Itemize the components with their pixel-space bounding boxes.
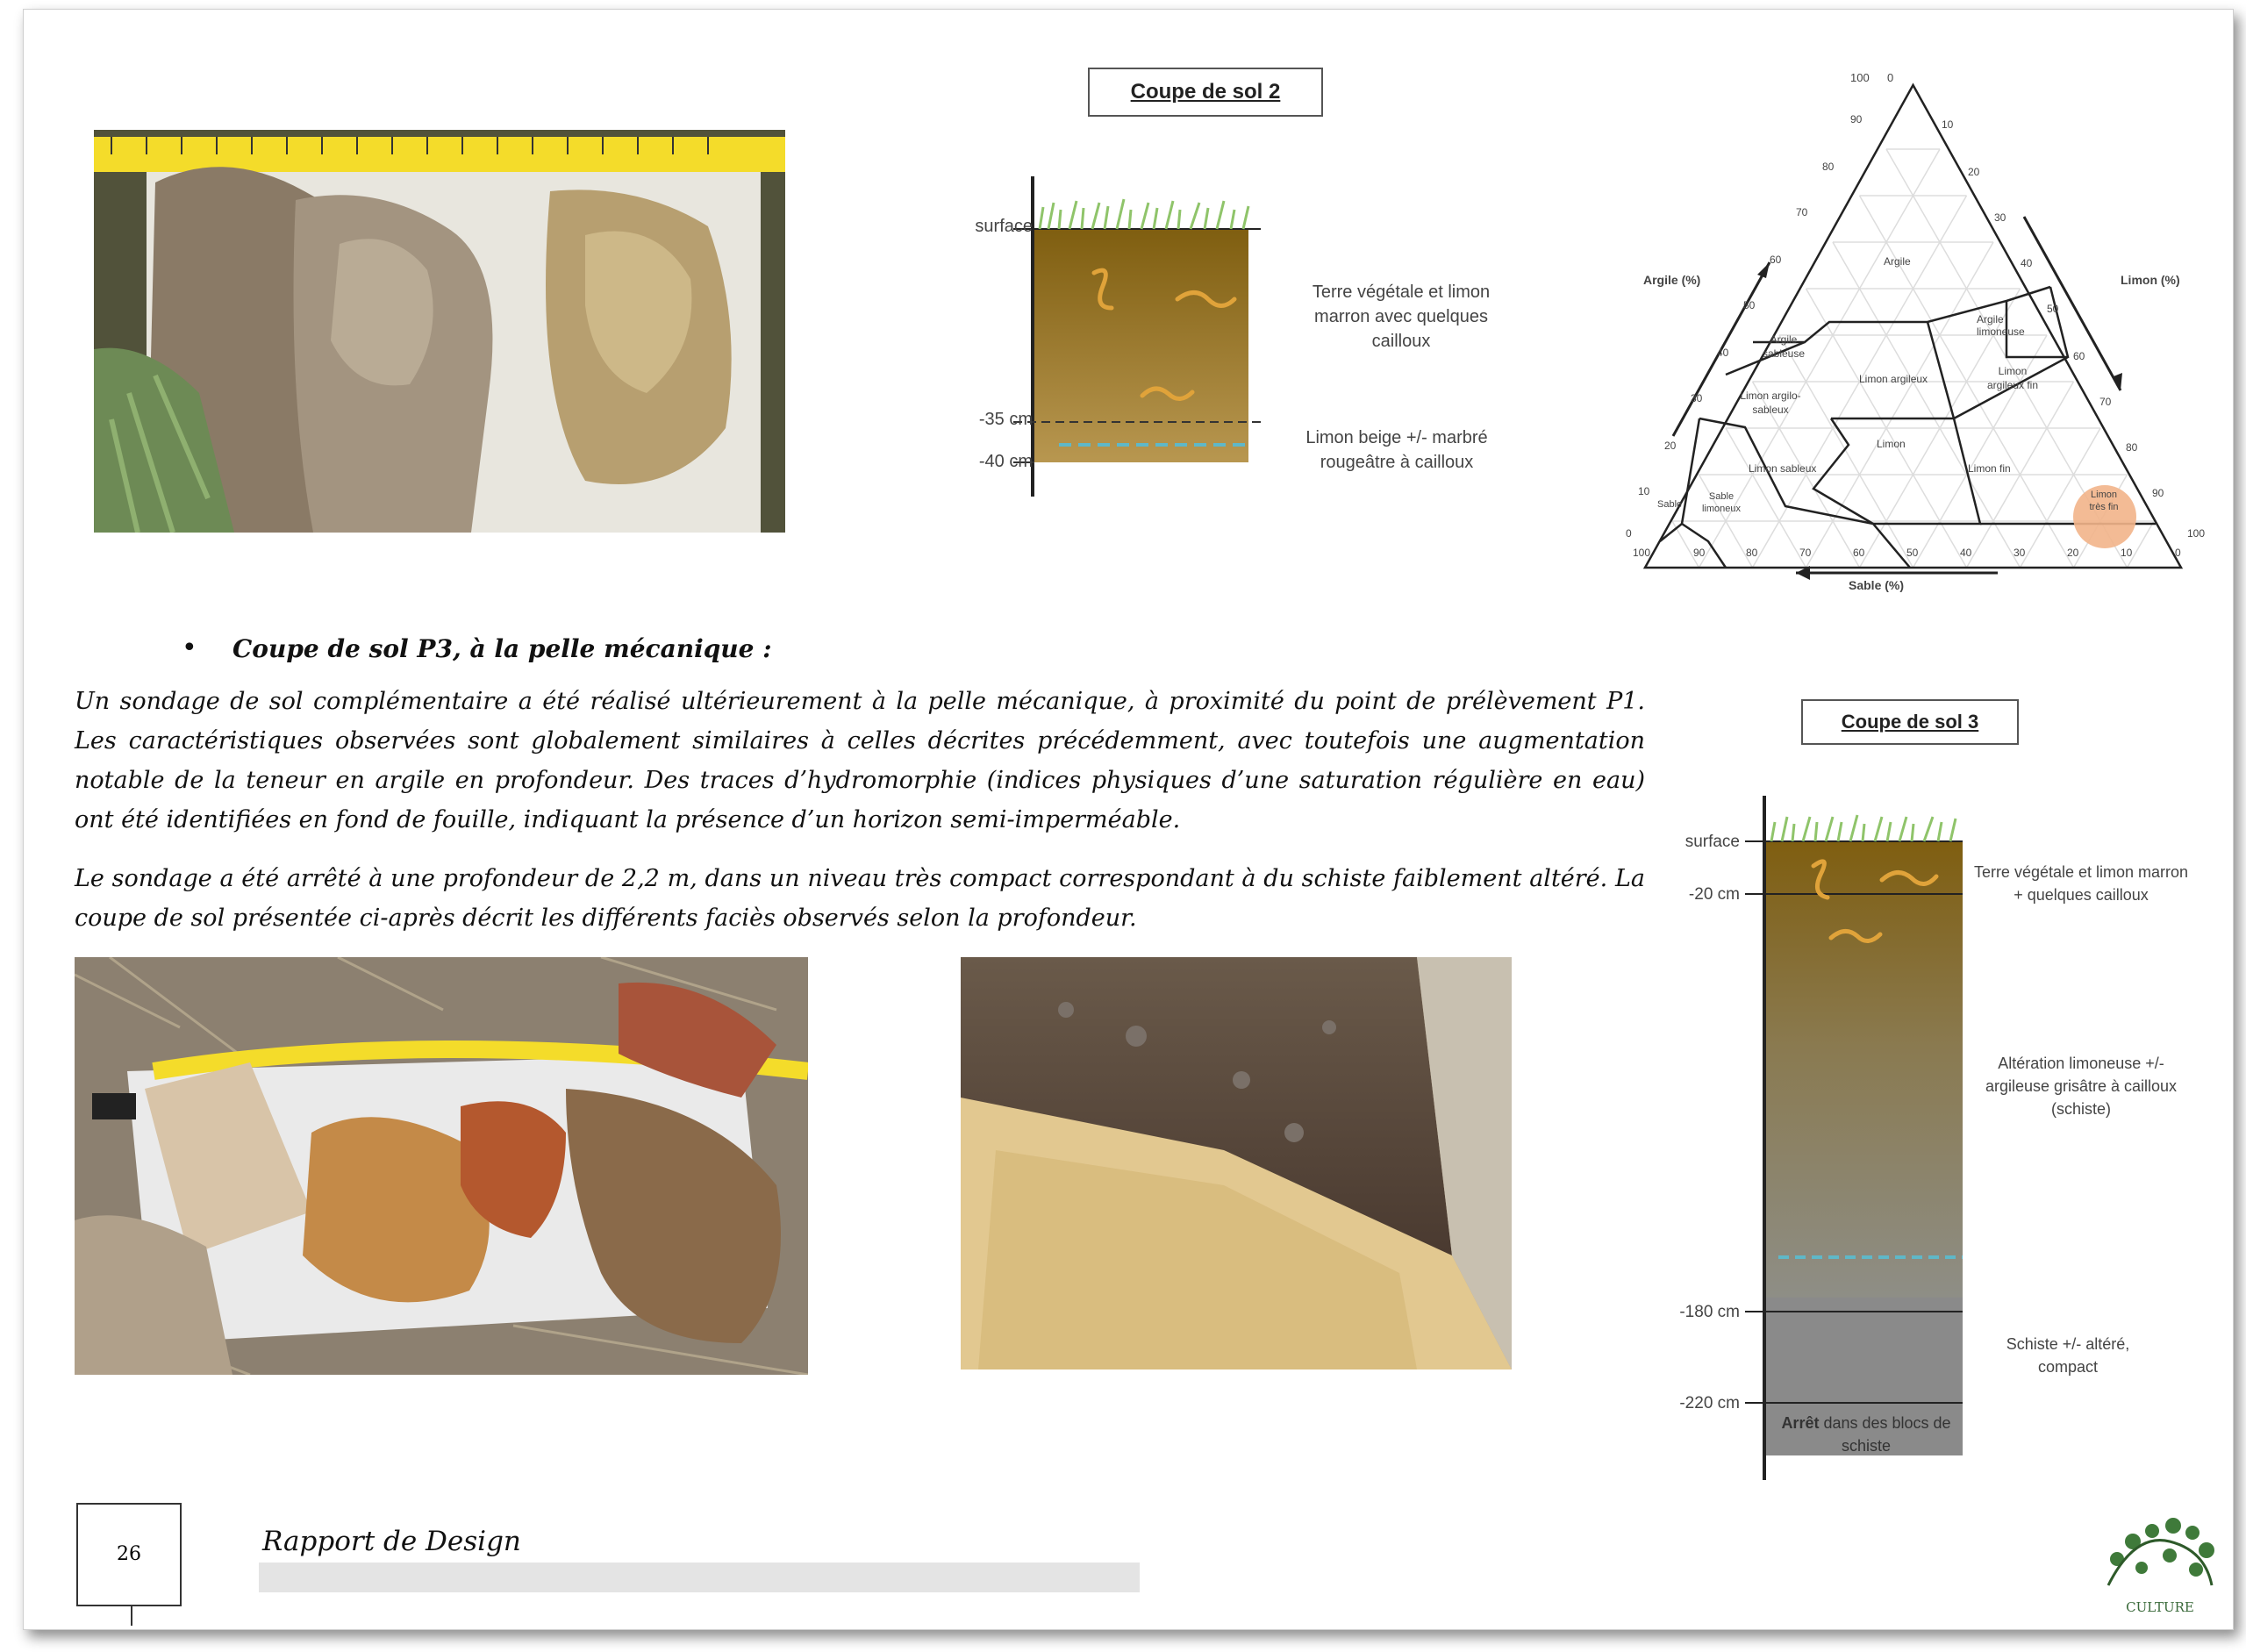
label-depth-40: -40 cm — [978, 452, 1033, 471]
label-depth-35: -35 cm — [978, 410, 1033, 429]
soil-photo-2 — [75, 957, 808, 1375]
triangle-axis-argile: Argile (%) — [1643, 273, 1701, 287]
bottom-tick: 0 — [2175, 547, 2181, 559]
paragraph-2: Le sondage a été arrêté à une profondeur de 2,2 m, dans un niveau très compact correspondant à du schiste faiblement altéré. La coupe de sol présentée ci-après décrit les différents faciès observés selon la profondeur. — [75, 865, 1645, 932]
triangle-axis-sable: Sable (%) — [1849, 578, 1905, 592]
left-tick: 30 — [1691, 392, 1703, 404]
label-depth-20: -20 cm — [1688, 885, 1740, 904]
bottom-tick: 40 — [1960, 547, 1972, 559]
soil-photo-3 — [961, 957, 1512, 1370]
zone-label: Limon fin — [1968, 462, 2011, 475]
report-title: Rapport de Design — [262, 1526, 521, 1557]
stop-description — [1778, 1412, 1954, 1457]
bottom-tick: 20 — [2067, 547, 2079, 559]
section-heading-p3: Coupe de sol P3, à la pelle mécanique : — [232, 634, 772, 663]
right-tick: 80 — [2126, 441, 2138, 454]
horizon-2-2-description: Limon beige +/- marbré rougeâtre à cailloux — [1305, 428, 1488, 472]
left-tick: 60 — [1770, 254, 1782, 266]
right-tick: 20 — [1968, 166, 1980, 178]
stop-bold-word: Arrêt — [1781, 1414, 1820, 1432]
horizon-3-3-description: Schiste +/- altéré, compact — [2006, 1335, 2130, 1376]
culture-logo — [2099, 1506, 2222, 1612]
bottom-tick: 100 — [1633, 547, 1651, 559]
horizon-3-2-description: Altération limoneuse +/- argileuse grisâtre à cailloux (schiste) — [1985, 1055, 2178, 1118]
stop-rest-text: dans des blocs de schiste — [1819, 1414, 1951, 1455]
paragraph-1: Un sondage de sol complémentaire a été réalisé ultérieurement à la pelle mécanique, à proximité du point de prélèvement P1. Les caractéristiques observées sont globalement similaires à celles décrites précédemment, avec toutefois une augmentation notable de la teneur en argile en profondeur. Des traces d’hydromorphie (indices physiques d’une saturation régulière en eau) ont été identifiées en fond de fouille, indiquant la présence d’un horizon semi-imperméable. — [75, 688, 1645, 833]
right-tick: 90 — [2152, 487, 2164, 499]
zone-label: Limon très fin — [2089, 490, 2119, 512]
left-tick: 20 — [1664, 440, 1677, 452]
left-tick: 90 — [1850, 113, 1863, 125]
label-depth-180: -180 cm — [1679, 1303, 1740, 1321]
redacted-bar — [259, 1563, 1140, 1592]
zone-label: Sable — [1657, 499, 1683, 510]
left-tick: 40 — [1717, 347, 1729, 359]
zone-label: Limon — [1877, 438, 1906, 450]
diagram-title-coupe-3: Coupe de sol 3 — [1801, 699, 2019, 745]
zone-label: Limon argileux — [1859, 373, 1928, 385]
right-tick: 50 — [2047, 303, 2059, 315]
zone-label: Argile limoneuse — [1977, 313, 2025, 338]
logo-text: CULTURE — [2126, 1599, 2194, 1615]
zone-label: Argile sableuse — [1762, 333, 1806, 360]
page-number: 26 — [117, 1543, 141, 1565]
left-tick: 0 — [1626, 527, 1632, 540]
left-tick: 50 — [1743, 299, 1756, 311]
triangle-axis-limon: Limon (%) — [2121, 273, 2180, 287]
right-tick: 60 — [2073, 350, 2085, 362]
horizon-3-1-description: Terre végétale et limon marron + quelques cailloux — [1973, 863, 2189, 904]
soil-photo-1 — [94, 130, 785, 533]
bottom-tick: 10 — [2121, 547, 2133, 559]
label-surface-2: surface — [975, 217, 1033, 236]
right-tick: 70 — [2099, 396, 2112, 408]
bottom-tick: 80 — [1746, 547, 1758, 559]
right-tick: 40 — [2021, 257, 2033, 269]
left-tick: 10 — [1638, 485, 1650, 497]
page-number-tick — [131, 1605, 132, 1626]
bullet-dot: • — [182, 633, 197, 663]
zone-label: Argile — [1884, 255, 1911, 268]
diagram-title-coupe-2: Coupe de sol 2 — [1088, 68, 1323, 117]
left-tick: 70 — [1796, 206, 1808, 218]
right-tick: 100 — [2187, 527, 2206, 540]
label-surface-3: surface — [1684, 833, 1740, 851]
soil-texture-triangle — [1594, 68, 2226, 611]
right-tick: 10 — [1942, 118, 1954, 131]
triangle-apex-left-value: 100 — [1850, 71, 1870, 84]
triangle-apex-right-value: 0 — [1887, 71, 1894, 84]
left-tick: 80 — [1822, 161, 1835, 173]
zone-label: Sable limoneux — [1701, 491, 1742, 514]
page-number-box — [76, 1503, 182, 1606]
bottom-tick: 90 — [1693, 547, 1706, 559]
zone-label: Limon argileux fin — [1986, 365, 2039, 391]
label-depth-220: -220 cm — [1679, 1394, 1740, 1412]
horizon-2-1-description: Terre végétale et limon marron avec quelques cailloux — [1312, 282, 1491, 351]
bottom-tick: 50 — [1906, 547, 1919, 559]
bottom-tick: 60 — [1853, 547, 1865, 559]
zone-label: Limon argilo-sableux — [1740, 390, 1801, 416]
bottom-tick: 30 — [2014, 547, 2026, 559]
document-page — [23, 9, 2234, 1630]
zone-label: Limon sableux — [1749, 462, 1817, 475]
bottom-tick: 70 — [1799, 547, 1812, 559]
right-tick: 30 — [1994, 211, 2006, 224]
